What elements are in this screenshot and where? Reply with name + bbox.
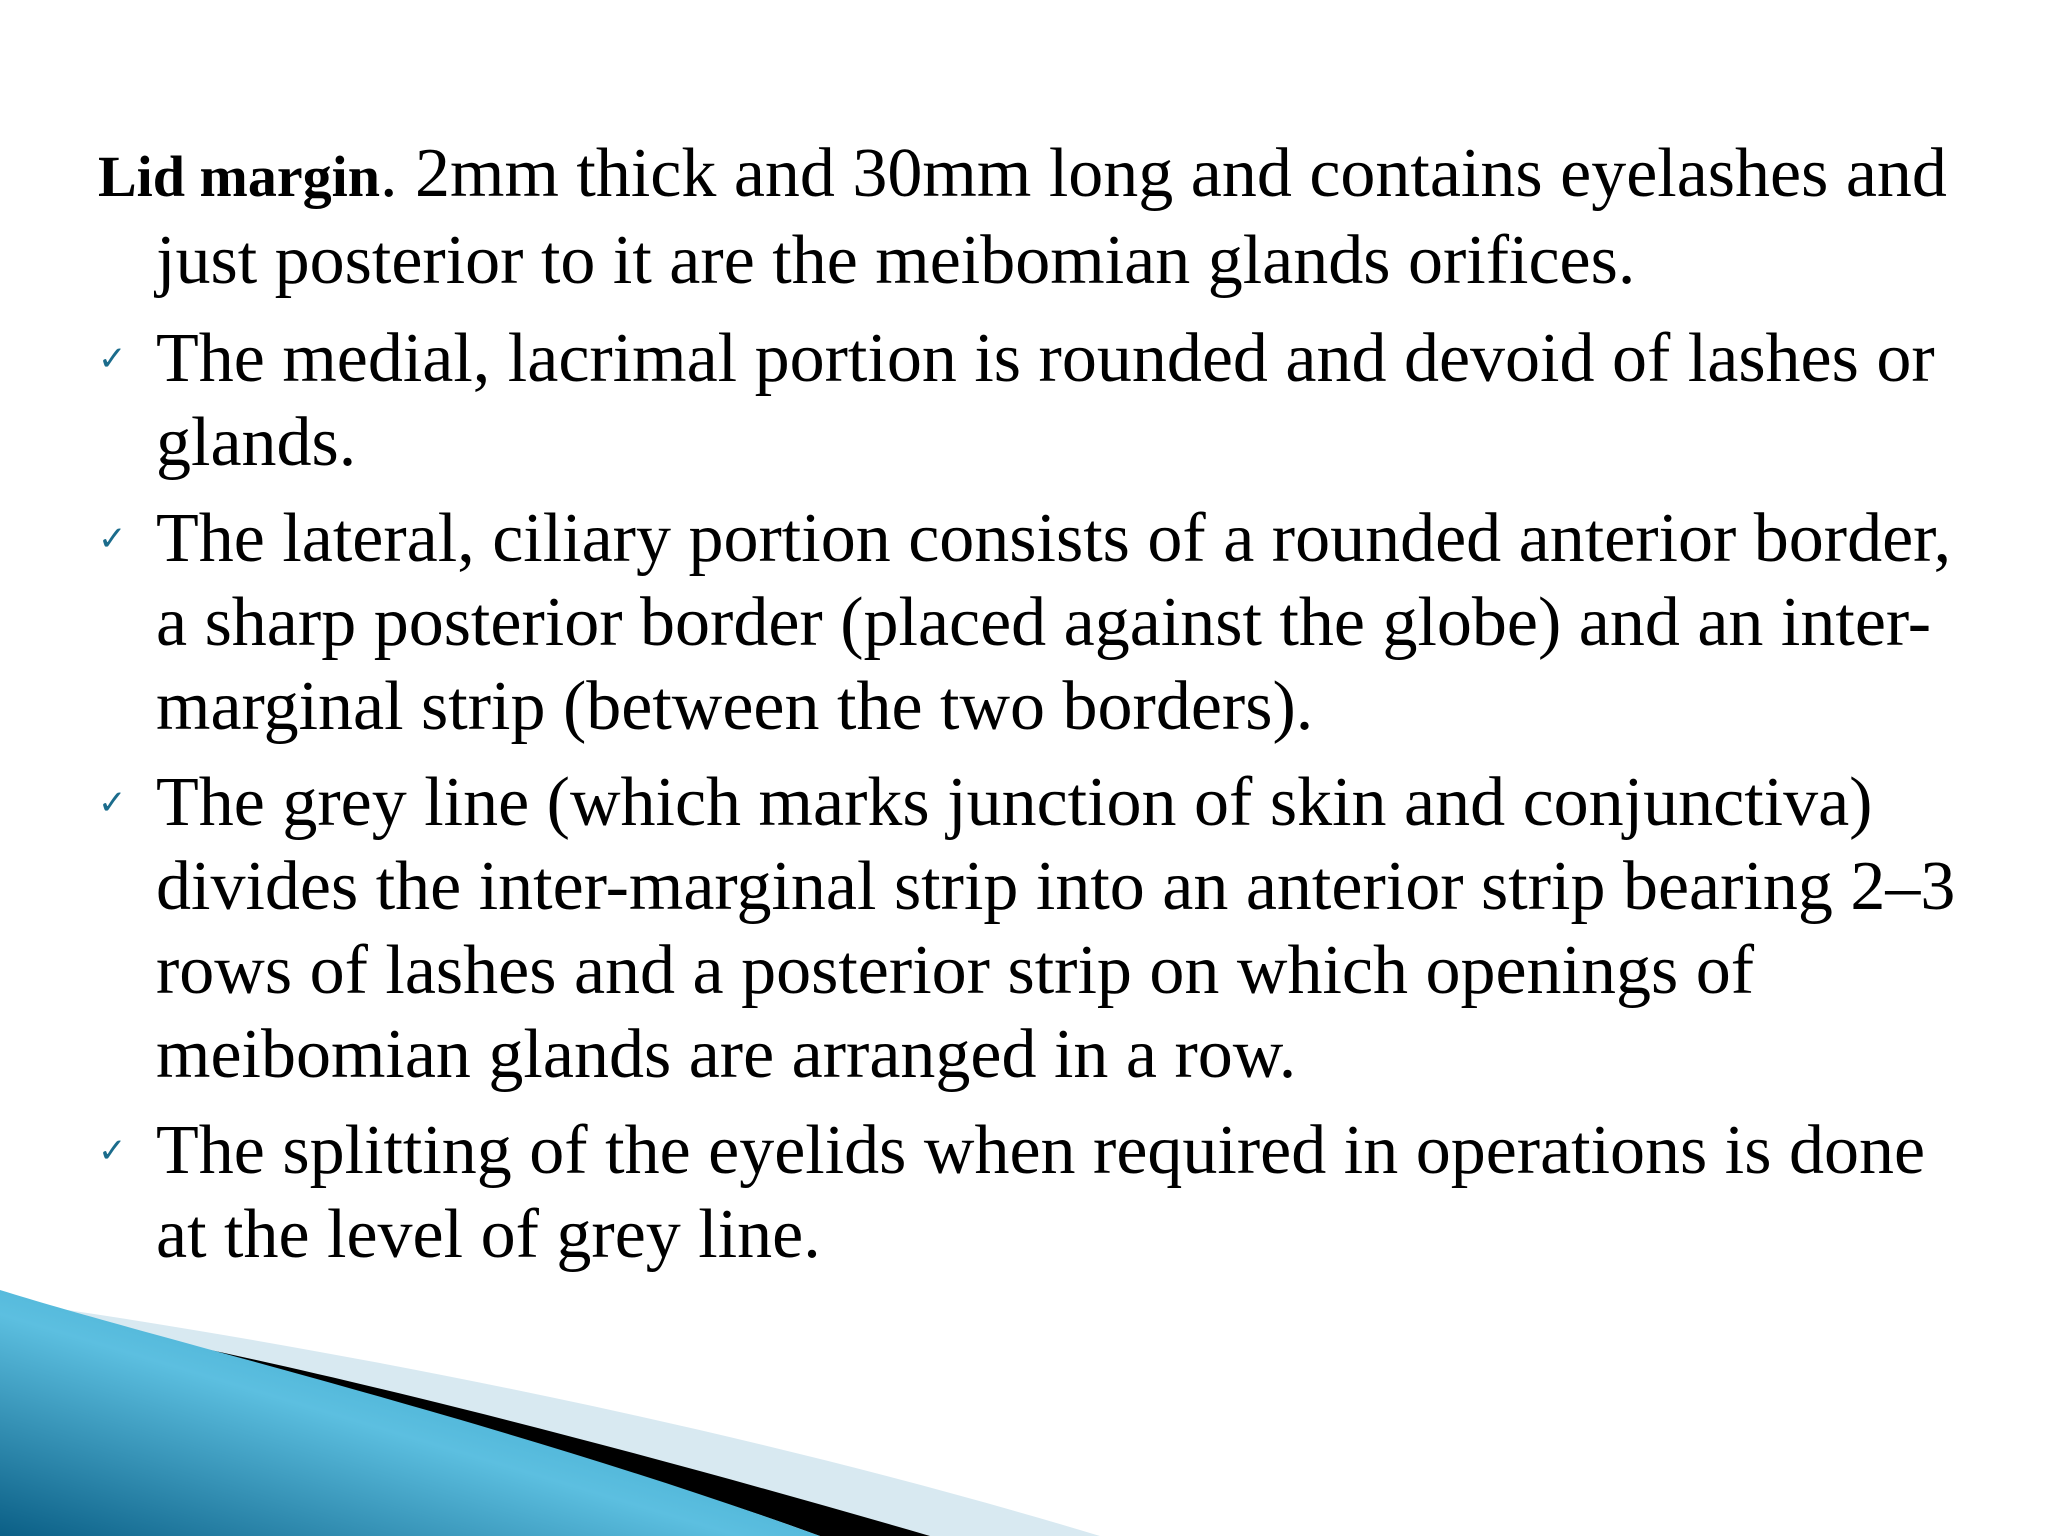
bullet-text: The lateral, ciliary portion consists of a rounded anterior border, a sharp posterior border (placed against the globe) and an inter-marginal strip (between the two borders). [156, 500, 1952, 745]
bullet-text: The splitting of the eyelids when required in operations is done at the level of grey line. [156, 1112, 1926, 1273]
blue-wave [0, 1290, 820, 1536]
bullet-text: The grey line (which marks junction of skin and conjunctiva) divides the inter-marginal strip into an anterior strip bearing 2–3 rows of lashes and a posterior strip on which openings of meibomian glands are arranged in a row. [156, 764, 1956, 1093]
bullet-text: The medial, lacrimal portion is rounded and devoid of lashes or glands. [156, 320, 1935, 481]
checkmark-icon: ✓ [98, 339, 127, 379]
bullet-item [98, 497, 1978, 749]
checkmark-icon: ✓ [98, 1131, 127, 1171]
lid-margin-paragraph [98, 132, 1978, 303]
checkmark-icon: ✓ [98, 519, 127, 559]
lid-margin-text: . 2mm thick and 30mm long and contains eyelashes and just posterior to it are the meibomian glands orifices. [156, 135, 1947, 299]
bullet-item [98, 317, 1978, 485]
checkmark-icon: ✓ [98, 783, 127, 823]
slide-content [98, 132, 1978, 1289]
bullet-item [98, 1109, 1978, 1277]
lid-margin-term: Lid margin [98, 144, 380, 209]
bullet-item [98, 761, 1978, 1097]
